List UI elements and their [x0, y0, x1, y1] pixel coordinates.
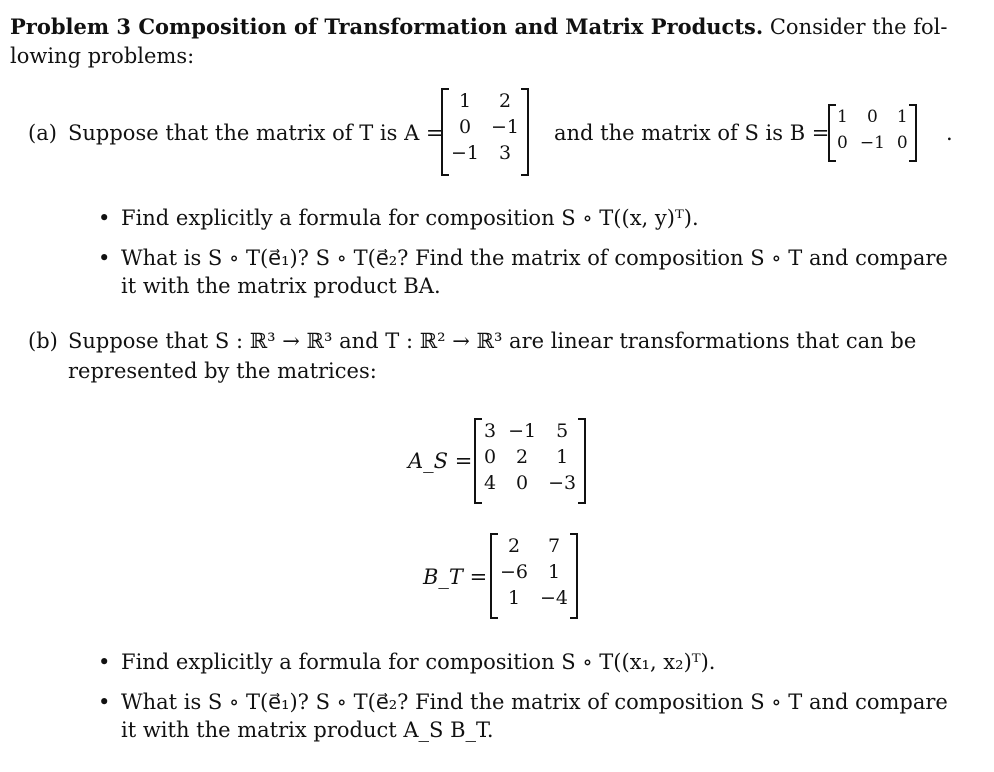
matrix-as [474, 418, 586, 504]
part-b-label: (b) [28, 329, 58, 353]
matrix-a-cell: 3 [498, 142, 512, 164]
problem-title: Problem 3 Composition of Transformation and Matrix Products. [10, 14, 764, 39]
part-a-text-between: and the matrix of S is B = [554, 121, 830, 145]
matrix-a [441, 88, 529, 176]
part-a-end-punct: . [946, 121, 953, 145]
part-a-bullet-1: Find explicitly a formula for composition S ∘ T((x, y)ᵀ). [121, 206, 699, 230]
matrix-bt-cell: −4 [540, 587, 569, 609]
bullet-icon: • [98, 206, 111, 230]
part-b-line-2: represented by the matrices: [68, 359, 377, 383]
matrix-as-cell: −1 [508, 420, 537, 442]
matrix-as-cell: 1 [556, 446, 569, 468]
matrix-b-cell: 0 [896, 133, 908, 153]
intro-line-2: lowing problems: [10, 44, 195, 68]
matrix-a-cell: 1 [458, 90, 472, 112]
matrix-bt-cell: 2 [507, 535, 521, 557]
part-a-label: (a) [28, 121, 57, 145]
matrix-b-cell: 0 [866, 107, 878, 127]
matrix-b-cell: 1 [837, 107, 848, 127]
part-b-bullet-2-line2: it with the matrix product A_S B_T. [121, 718, 494, 742]
matrix-bt-cell: −6 [500, 561, 529, 583]
problem-heading [10, 16, 947, 38]
matrix-as-cell: 2 [516, 446, 529, 468]
part-a-bullet-2-line1: What is S ∘ T(e⃗₁)? S ∘ T(e⃗₂? Find the matrix of composition S ∘ T and compare [121, 246, 948, 270]
matrix-bt-cell: 1 [547, 561, 561, 583]
matrix-as-cell: 3 [484, 420, 497, 442]
matrix-as-cell: −3 [548, 472, 577, 494]
part-a-text-before: Suppose that the matrix of T is A = [68, 121, 444, 145]
bullet-icon: • [98, 246, 111, 270]
matrix-bt-cell: 7 [547, 535, 561, 557]
matrix-b-cell: 0 [837, 133, 848, 153]
bullet-icon: • [98, 650, 111, 674]
matrix-a-cell: −1 [491, 116, 520, 138]
matrix-a-cell: 2 [498, 90, 512, 112]
matrix-b-cell: 1 [896, 107, 908, 127]
bullet-icon: • [98, 690, 111, 714]
matrix-as-cell: 0 [484, 446, 497, 468]
part-b-bullet-1: Find explicitly a formula for composition S ∘ T((x₁, x₂)ᵀ). [121, 650, 716, 674]
matrix-as-cell: 0 [516, 472, 529, 494]
matrix-bt-label: B_T = [423, 565, 488, 589]
matrix-as-cell: 4 [484, 472, 497, 494]
part-a-bullet-2-line2: it with the matrix product BA. [121, 274, 441, 298]
matrix-as-label: A_S = [408, 449, 473, 473]
matrix-bt [490, 533, 578, 619]
matrix-a-cell: −1 [451, 142, 480, 164]
matrix-a-cell: 0 [458, 116, 472, 138]
matrix-b-cell: −1 [859, 133, 885, 153]
matrix-b [828, 104, 917, 162]
part-b-bullet-2-line1: What is S ∘ T(e⃗₁)? S ∘ T(e⃗₂? Find the matrix of composition S ∘ T and compare [121, 690, 948, 714]
part-b-line-1: Suppose that S : ℝ³ → ℝ³ and T : ℝ² → ℝ³ are linear transformations that can be [68, 329, 917, 353]
matrix-as-cell: 5 [556, 420, 569, 442]
matrix-bt-cell: 1 [507, 587, 521, 609]
intro-line-1: Consider the fol- [769, 15, 948, 39]
